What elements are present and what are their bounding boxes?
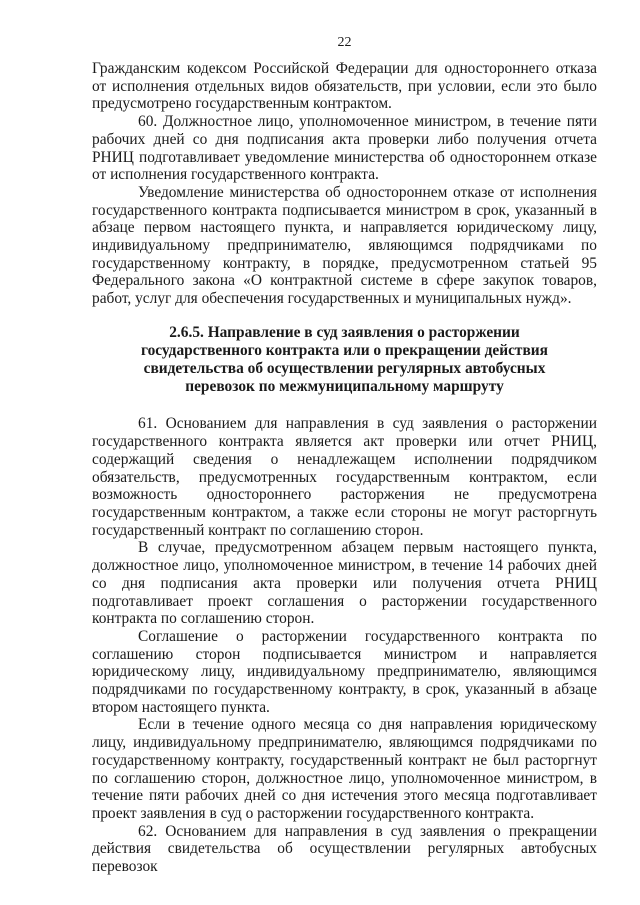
paragraph-62: 62. Основанием для направления в суд заявления о прекращении действия свидетельства об осуществлении регулярных автобусных перевозок xyxy=(92,822,597,876)
paragraph-court-application-draft: Если в течение одного месяца со дня направления юридическому лицу, индивидуальному предпринимателю, являющимся подрядчиками по государственному контракту, государственный контракт не был расторгнут по соглашению сторон, должностное лицо, уполномоченное министром, в течение пяти рабочих дней со дня истечения этого месяца подготавливает проект заявления в суд о расторжении государственного контракта. xyxy=(92,716,597,822)
section-heading-line: государственного контракта или о прекращении действия xyxy=(141,341,548,359)
page-number: 22 xyxy=(337,35,352,50)
document-page xyxy=(92,34,597,876)
section-heading-line: перевозок по межмуниципальному маршруту xyxy=(185,377,504,395)
paragraph-notification-signing: Уведомление министерства об одностороннем отказе от исполнения государственного контракта подписывается министром в срок, указанный в абзаце первом настоящего пункта, и направляется юридическому лицу, индивидуальному предпринимателю, являющимся подрядчиками по государственному контракту, в порядке, предусмотренном статьей 95 Федерального закона «О контрактной системе в сфере закупок товаров, работ, услуг для обеспечения государственных и муниципальных нужд». xyxy=(92,183,597,308)
paragraph-61: 61. Основанием для направления в суд заявления о расторжении государственного контракта является акт проверки или отчет РНИЦ, содержащий сведения о ненадлежащем исполнении подрядчиком обязательств, предусмотренных государственным контрактом, если возможность одностороннего расторжения не предусмотрена государственным контрактом, а также если стороны не могут расторгнуть государственный контракт по соглашению сторон. xyxy=(92,415,597,539)
section-heading-line: свидетельства об осуществлении регулярных автобусных xyxy=(143,359,546,377)
section-heading-line: 2.6.5. Направление в суд заявления о расторжении xyxy=(169,323,520,341)
paragraph-termination-agreement-signing: Соглашение о расторжении государственного контракта по соглашению сторон подписывается министром и направляется юридическому лицу, индивидуальному предпринимателю, являющимся подрядчиками по государственному контракту, в срок, указанный в абзаце втором настоящего пункта. xyxy=(92,627,597,716)
paragraph-termination-agreement-draft: В случае, предусмотренном абзацем первым настоящего пункта, должностное лицо, уполномоченное министром, в течение 14 рабочих дней со дня подписания акта проверки или получения отчета РНИЦ подготавливает проект соглашения о расторжении государственного контракта по соглашению сторон. xyxy=(92,539,597,628)
paragraph-60: 60. Должностное лицо, уполномоченное министром, в течение пяти рабочих дней со дня подписания акта проверки либо получения отчета РНИЦ подготавливает уведомление министерства об одностороннем отказе от исполнения государственного контракта. xyxy=(92,113,597,184)
paragraph-civil-code-continuation: Гражданским кодексом Российской Федерации для одностороннего отказа от исполнения отдельных видов обязательств, при условии, если это было предусмотрено государственным контрактом. xyxy=(92,60,597,113)
section-heading-2-6-5 xyxy=(92,324,597,396)
